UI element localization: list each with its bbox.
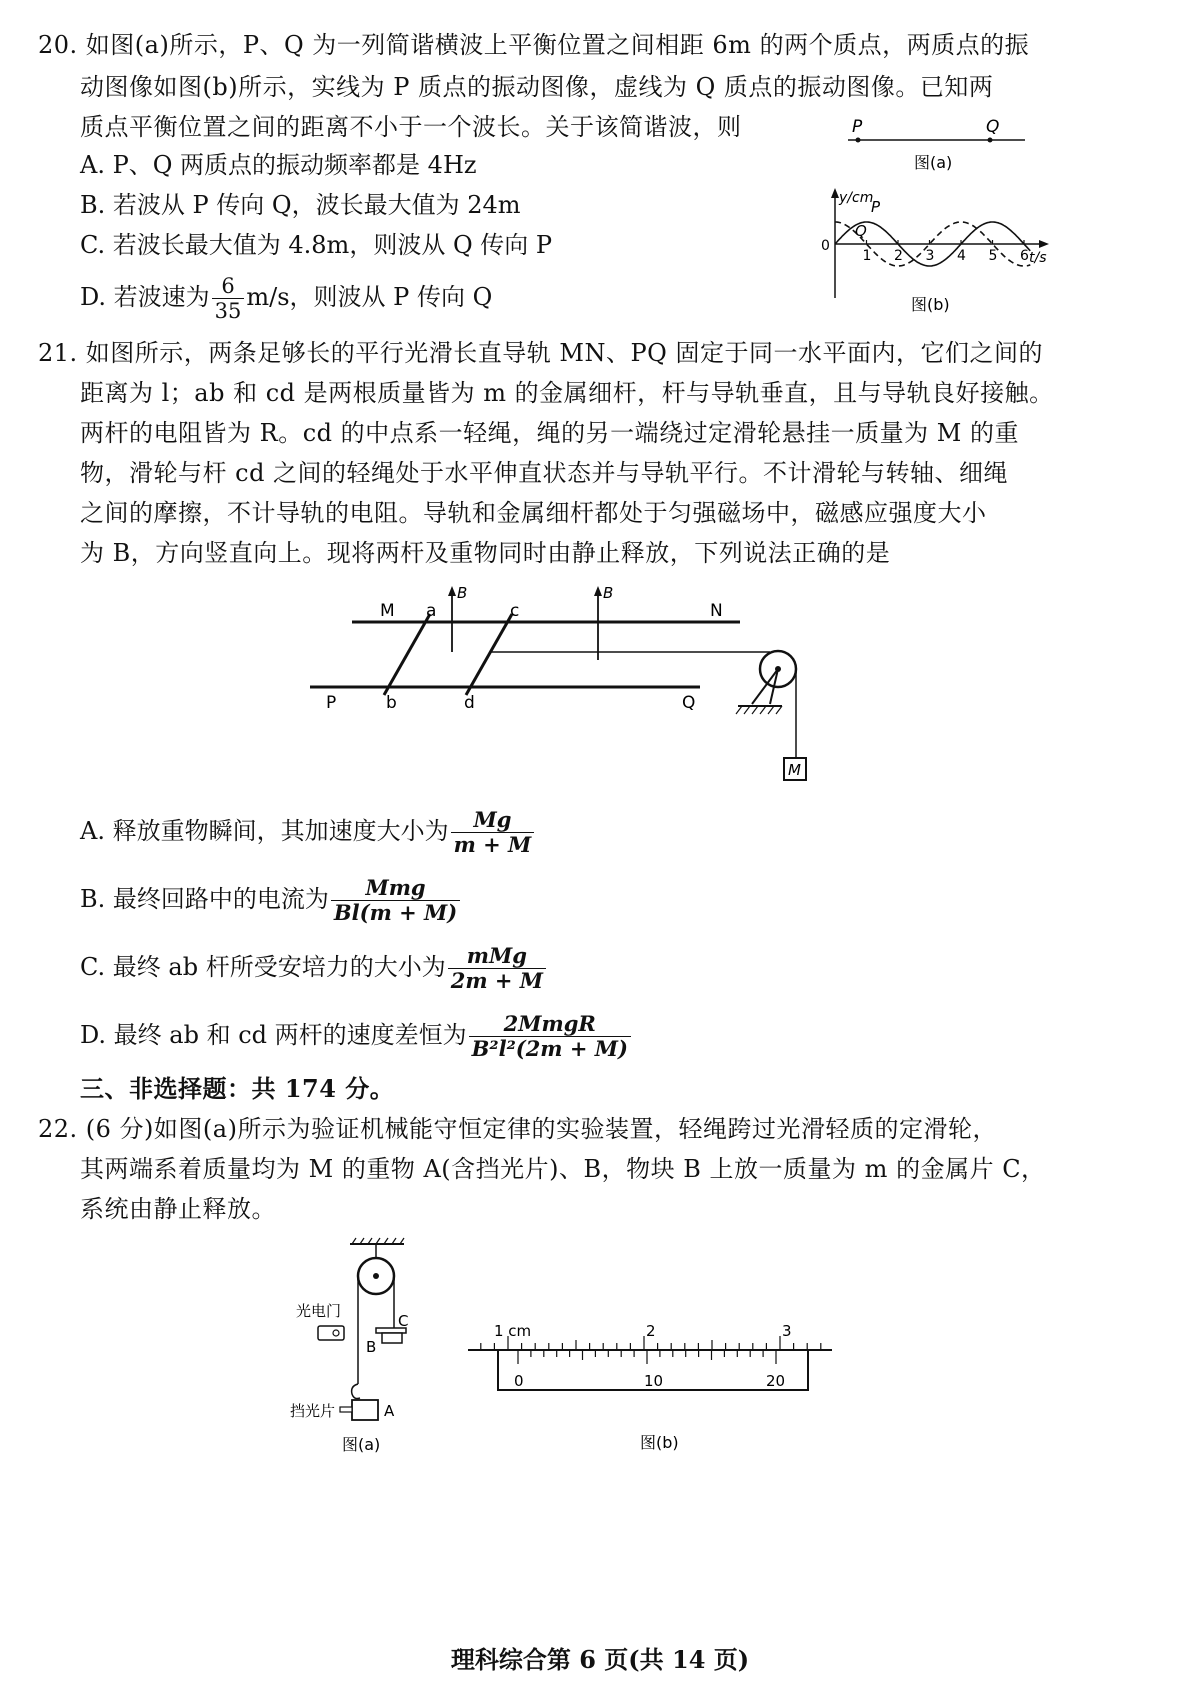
block-b bbox=[382, 1333, 402, 1343]
q20-option-d-pre: D. 若波速为 bbox=[80, 283, 210, 311]
point-p-label: P bbox=[852, 117, 863, 137]
q20-line-2: 动图像如图(b)所示，实线为 P 质点的振动图像，虚线为 Q 质点的振动图像。已知两 bbox=[80, 73, 994, 101]
q20-option-d bbox=[80, 274, 492, 323]
x-tick-label: 2 bbox=[894, 248, 903, 264]
label-b-field-2: B bbox=[603, 584, 614, 602]
q21-figure-rails bbox=[300, 578, 840, 798]
label-q: Q bbox=[682, 693, 696, 713]
point-q-label: Q bbox=[986, 117, 1000, 137]
q21-option-a bbox=[80, 808, 536, 857]
label-b-field-1: B bbox=[457, 584, 468, 602]
main-tick-label-2: 2 bbox=[646, 1322, 656, 1340]
point-q-dot bbox=[988, 138, 993, 143]
fraction-denominator: Bl(m + M) bbox=[333, 900, 458, 925]
q21-option-b-pre: B. 最终回路中的电流为 bbox=[80, 885, 329, 913]
fig-b-caption: 图(b) bbox=[911, 295, 950, 314]
x-axis-label: t/s bbox=[1029, 250, 1047, 266]
x-axis-arrow-icon bbox=[1039, 240, 1049, 248]
q21-option-b bbox=[80, 876, 462, 925]
q22-figure-a bbox=[290, 1236, 440, 1458]
q21-line-3: 两杆的电阻皆为 R。cd 的中点系一轻绳，绳的另一端绕过定滑轮悬挂一质量为 M 的重 bbox=[80, 419, 1019, 447]
fraction-numerator: mMg bbox=[448, 944, 546, 969]
origin-label: 0 bbox=[821, 238, 830, 254]
page-footer: 理科综合第 6 页(共 14 页) bbox=[450, 1645, 750, 1674]
q20-line-3: 质点平衡位置之间的距离不小于一个波长。关于该简谐波，则 bbox=[80, 113, 742, 141]
fraction-numerator: 2MmgR bbox=[469, 1012, 631, 1037]
q22-line-2: 其两端系着质量均为 M 的重物 A(含挡光片)、B，物块 B 上放一质量为 m 的金属片 C， bbox=[80, 1155, 1046, 1183]
label-a: A bbox=[384, 1402, 395, 1420]
label-a: a bbox=[426, 601, 437, 621]
fraction-denominator: 35 bbox=[214, 299, 242, 323]
q21-option-a-fraction bbox=[451, 808, 535, 857]
q21-line-5: 之间的摩擦，不计导轨的电阻。导轨和金属细杆都处于匀强磁场中，磁感应强度大小 bbox=[80, 499, 987, 527]
label-c: c bbox=[510, 601, 520, 621]
y-axis-arrow-icon bbox=[831, 188, 839, 198]
label-p: P bbox=[326, 693, 337, 713]
label-b: b bbox=[386, 693, 397, 713]
curve-p-label: P bbox=[871, 198, 881, 216]
q21-option-a-pre: A. 释放重物瞬间，其加速度大小为 bbox=[80, 817, 449, 845]
q20-option-a: A. P、Q 两质点的振动频率都是 4Hz bbox=[80, 151, 477, 179]
q20-line-1: 20. 如图(a)所示，P、Q 为一列简谐横波上平衡位置之间相距 6m 的两个质点，两质点的振 bbox=[38, 31, 1030, 59]
q20-option-d-post: m/s，则波从 P 传向 Q bbox=[246, 283, 493, 311]
weight-a bbox=[352, 1400, 378, 1420]
label-d: d bbox=[464, 693, 475, 713]
fraction-numerator: 6 bbox=[212, 274, 245, 299]
q21-line-1: 21. 如图所示，两条足够长的平行光滑长直导轨 MN、PQ 固定于同一水平面内，它们之间的 bbox=[38, 339, 1043, 367]
x-tick-label: 5 bbox=[988, 248, 998, 264]
x-tick-label: 1 bbox=[862, 248, 872, 264]
ground-hatch bbox=[736, 706, 782, 714]
vernier-tick-label-0: 0 bbox=[514, 1372, 524, 1390]
point-p-dot bbox=[856, 138, 861, 143]
q20-option-c: C. 若波长最大值为 4.8m，则波从 Q 传向 P bbox=[80, 231, 553, 259]
fig-a-caption: 图(a) bbox=[914, 153, 953, 172]
q21-line-4: 物，滑轮与杆 cd 之间的轻绳处于水平伸直状态并与导轨平行。不计滑轮与转轴、细绳 bbox=[80, 459, 1009, 487]
x-tick-label: 4 bbox=[957, 248, 966, 264]
q20-figure-b bbox=[815, 186, 1055, 314]
section-3-heading: 三、非选择题：共 174 分。 bbox=[80, 1074, 395, 1103]
q20-option-b: B. 若波从 P 传向 Q，波长最大值为 24m bbox=[80, 191, 521, 219]
vernier-tick-label-10: 10 bbox=[644, 1372, 664, 1390]
q21-option-d-pre: D. 最终 ab 和 cd 两杆的速度差恒为 bbox=[80, 1021, 467, 1049]
main-tick-label-3: 3 bbox=[782, 1322, 792, 1340]
fraction-numerator: Mg bbox=[451, 808, 535, 833]
q20-figure-a bbox=[830, 112, 1050, 174]
hanging-mass-label: M bbox=[788, 761, 801, 779]
photogate-label: 光电门 bbox=[296, 1302, 342, 1320]
q21-option-d bbox=[80, 1012, 633, 1061]
q21-line-2: 距离为 l；ab 和 cd 是两根质量皆为 m 的金属细杆，杆与导轨垂直，且与导轨良好接触。 bbox=[80, 379, 1054, 407]
q21-option-c bbox=[80, 944, 548, 993]
curve-q-label: Q bbox=[855, 222, 867, 240]
label-c: C bbox=[398, 1312, 409, 1330]
vernier-scale-ticks bbox=[518, 1350, 776, 1364]
q21-line-6: 为 B，方向竖直向上。现将两杆及重物同时由静止释放，下列说法正确的是 bbox=[80, 539, 891, 567]
shutter-label: 挡光片 bbox=[290, 1402, 336, 1420]
q22-figure-b bbox=[460, 1316, 840, 1456]
y-axis-label: y/cm bbox=[839, 190, 874, 206]
fig-a-caption: 图(a) bbox=[342, 1435, 381, 1454]
fraction-numerator: Mmg bbox=[331, 876, 460, 901]
q21-option-c-fraction bbox=[448, 944, 546, 993]
hook-icon bbox=[352, 1384, 360, 1399]
q21-option-d-fraction bbox=[469, 1012, 631, 1061]
fraction-denominator: B²l²(2m + M) bbox=[471, 1036, 628, 1061]
q21-option-c-pre: C. 最终 ab 杆所受安培力的大小为 bbox=[80, 953, 446, 981]
rod-cd bbox=[466, 614, 512, 695]
photogate-icon bbox=[318, 1326, 344, 1340]
x-tick-label: 3 bbox=[925, 248, 935, 264]
shutter-piece bbox=[340, 1407, 352, 1412]
fig-b-caption: 图(b) bbox=[640, 1433, 679, 1452]
fraction-denominator: 2m + M bbox=[450, 968, 543, 993]
label-n: N bbox=[710, 601, 723, 621]
pulley-axle bbox=[373, 1273, 379, 1279]
x-tick-label: 6 bbox=[1020, 248, 1029, 264]
q22-line-1: 22. (6 分)如图(a)所示为验证机械能守恒定律的实验装置，轻绳跨过光滑轻质的定滑轮， bbox=[38, 1115, 997, 1143]
q20-option-d-fraction bbox=[212, 274, 245, 323]
q21-option-b-fraction bbox=[331, 876, 460, 925]
vernier-tick-label-20: 20 bbox=[766, 1372, 786, 1390]
fraction-denominator: m + M bbox=[453, 832, 532, 857]
label-m: M bbox=[380, 601, 395, 621]
label-b: B bbox=[366, 1338, 377, 1356]
main-tick-label-1: 1 cm bbox=[494, 1322, 532, 1340]
q22-line-3: 系统由静止释放。 bbox=[80, 1195, 276, 1223]
rod-ab bbox=[384, 614, 430, 695]
arrow-up-icon bbox=[594, 586, 602, 596]
arrow-up-icon bbox=[448, 586, 456, 596]
